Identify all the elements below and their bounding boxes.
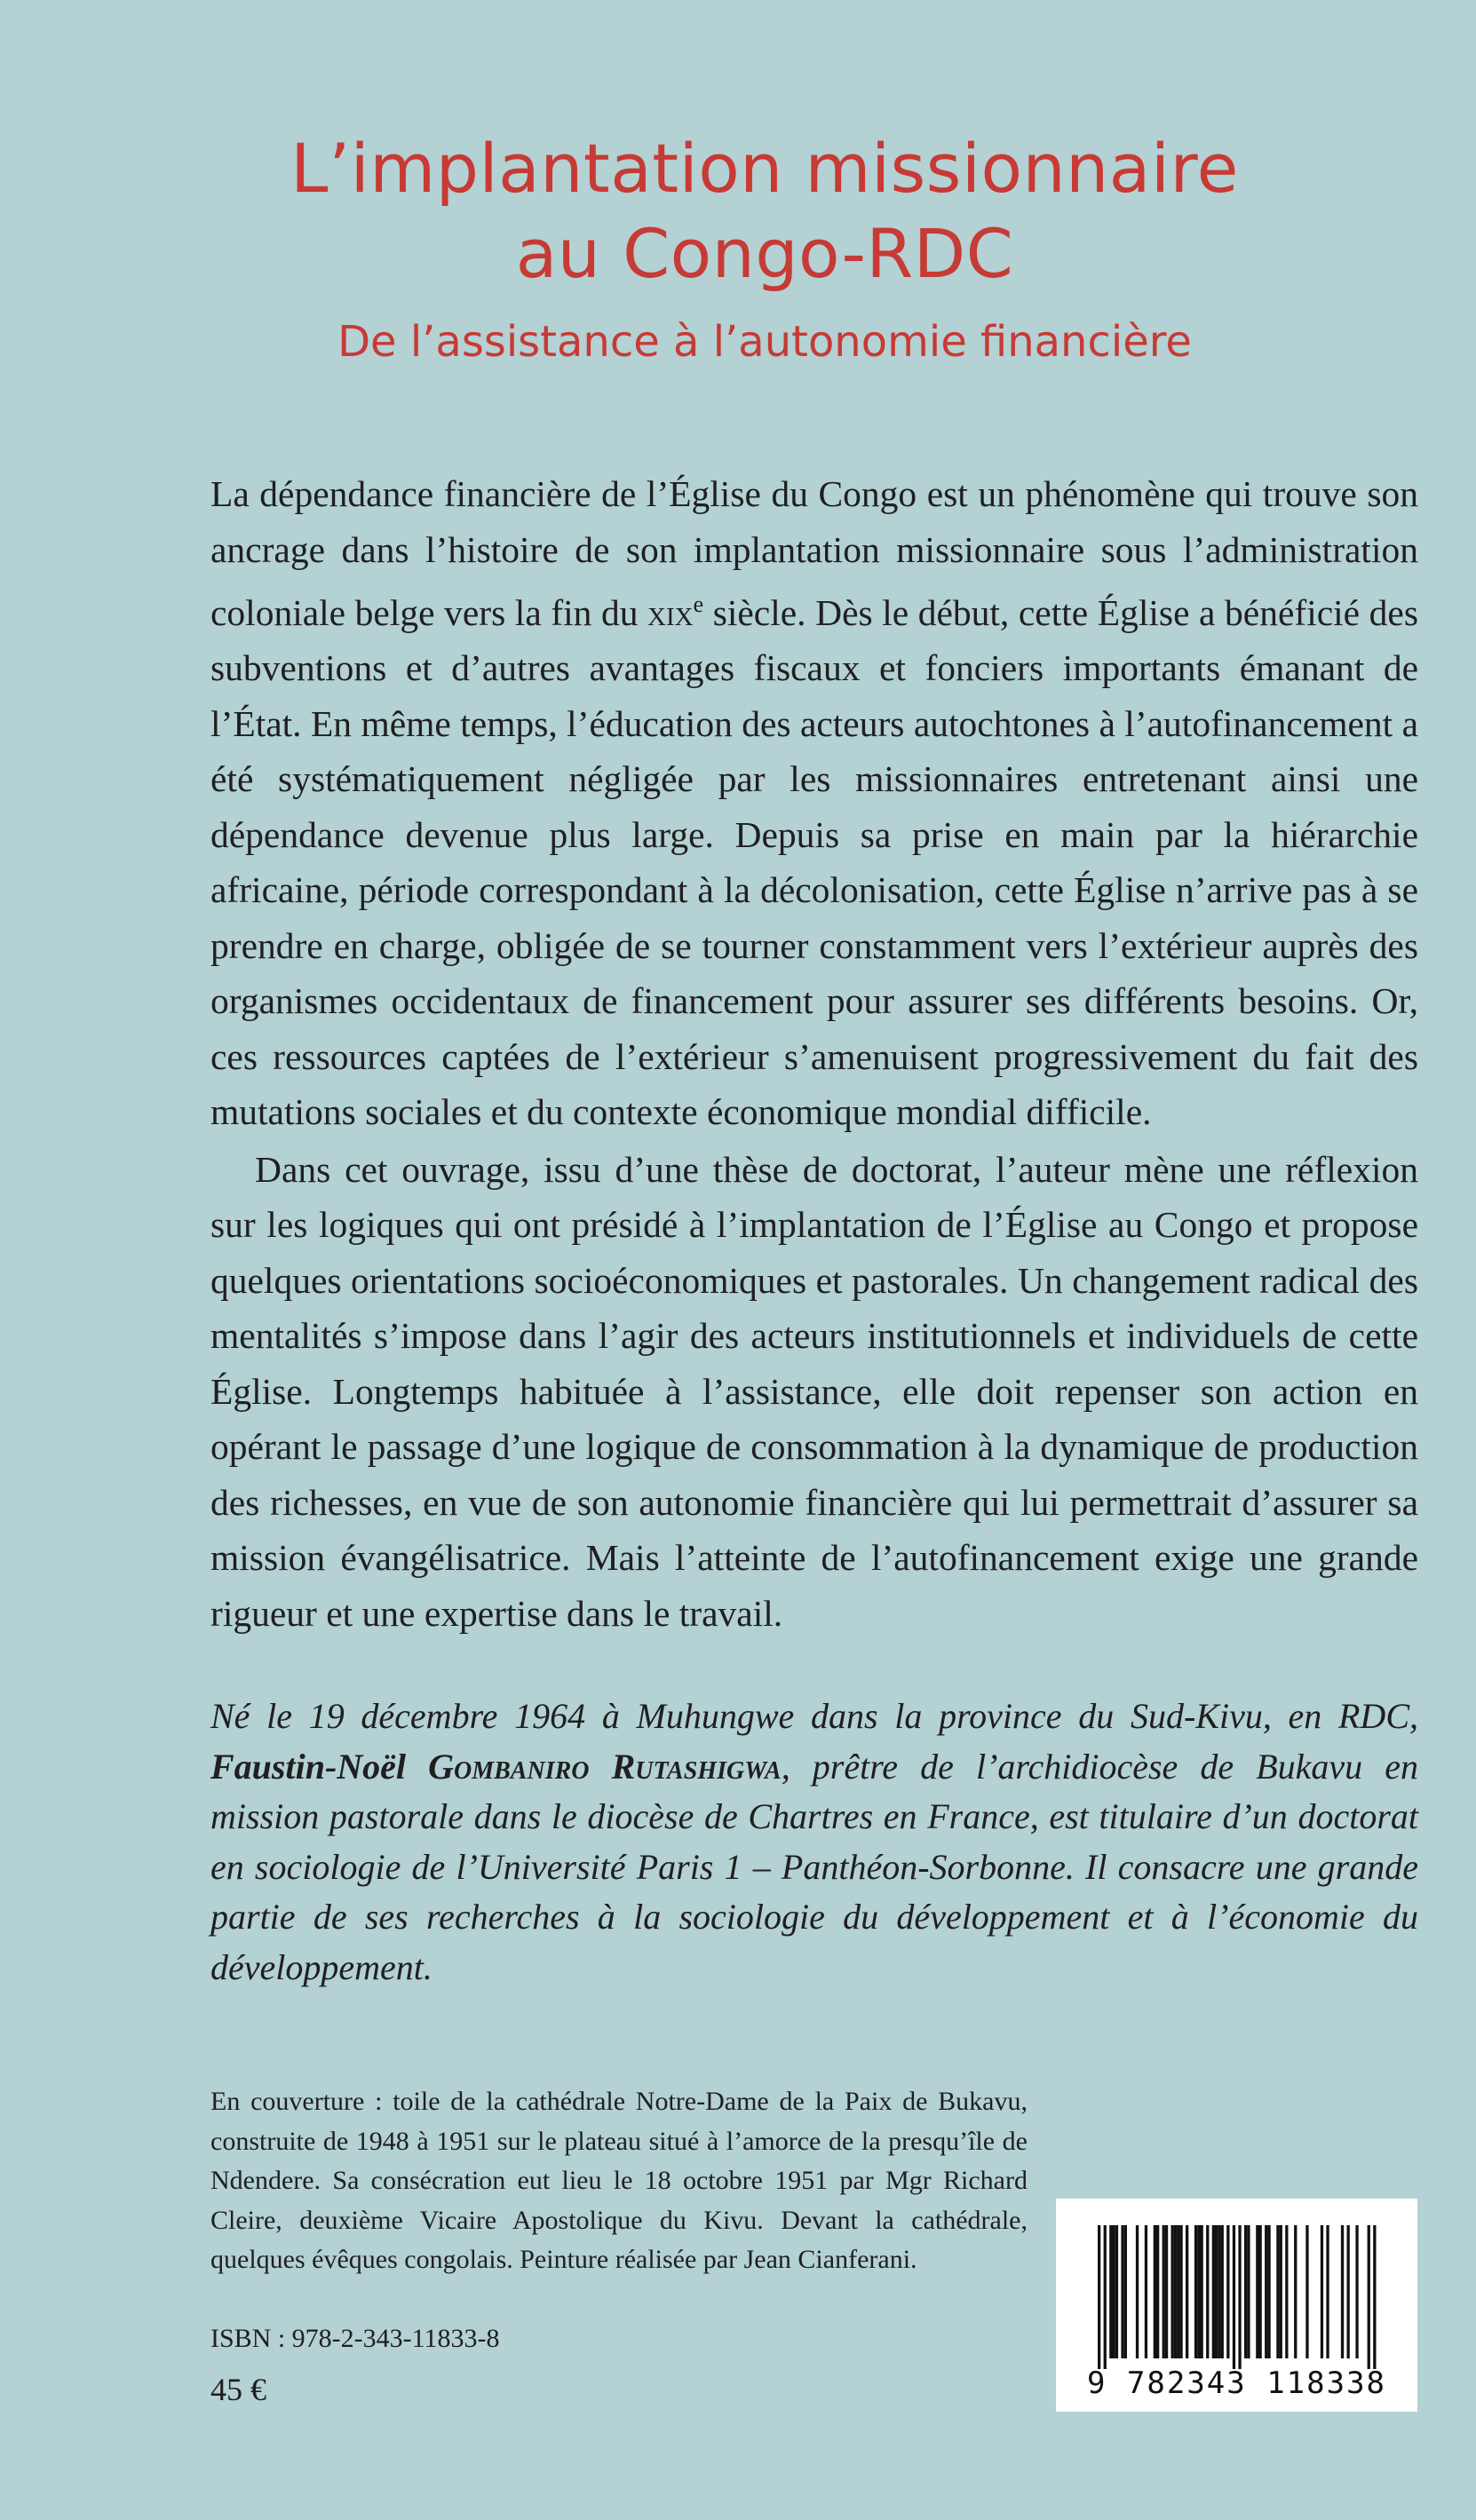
barcode-bar <box>1221 2225 1224 2358</box>
barcode-bar <box>1305 2225 1308 2358</box>
barcode-bar <box>1276 2225 1279 2358</box>
barcode-bar <box>1104 2225 1107 2369</box>
blurb-paragraph-2: Dans cet ouvrage, issu d’une thèse de doctorat, l’auteur mène une réflexion sur les logiques qui ont présidé à l’implantation de l’Église au Congo et propose quelques orientations socioéconomiques et pastorales. Un changement radical des mentalités s’impose dans l’agir des acteurs institutionnels et individuels de cette Église. Longtemps habituée à l’assistance, elle doit repenser son action en opérant le passage d’une logique de consommation à la dynamique de production des richesses, en vue de son autonomie financière qui lui permettrait d’assurer sa mission évangélisatrice. Mais l’atteinte de l’autofinancement exige une grande rigueur et une expertise dans le travail. <box>210 1148 1418 1634</box>
blurb <box>210 466 1418 1641</box>
barcode-bar <box>1177 2225 1179 2358</box>
blurb-paragraph-1: La dépendance financière de l’Église du Congo est un phénomène qui trouve son ancrage dans l’histoire de son implantation missionnaire sous l’administration coloniale belge vers la fin du xix$^e$ siècle. Dès le début, cette Église a bénéficié des subventions et d’autres avantages fiscaux et fonciers importants émanant de l’État. En même temps, l’éducation des acteurs autochtones à l’autofinancement a été systématiquement négligée par les missionnaires entretenant ainsi une dépendance devenue plus large. Depuis sa prise en main par la hiérarchie africaine, période correspondant à la décolonisation, cette Église n’arrive pas à se prendre en charge, obligée de se tourner constamment vers l’extérieur auprès des organismes occidentaux de financement pour assurer ses différents besoins. Or, ces ressources captées de l’extérieur s’amenuisent progressivement du fait des mutations sociales et du contexte économique mondial difficile. <box>210 473 1418 1133</box>
barcode-bar <box>1265 2225 1267 2358</box>
barcode-bar <box>1113 2225 1115 2358</box>
barcode-bar <box>1154 2225 1156 2358</box>
title-line-1: L’implantation missionnaire <box>290 129 1239 208</box>
barcode-bar <box>1267 2225 1270 2358</box>
century-superscript: e <box>693 591 704 617</box>
barcode-bar <box>1174 2225 1177 2358</box>
barcode-bar <box>1197 2225 1200 2358</box>
barcode-bar <box>1238 2225 1241 2369</box>
barcode-bar <box>1226 2225 1229 2358</box>
barcode-bar <box>1121 2225 1123 2358</box>
barcode-bar <box>1285 2225 1288 2358</box>
barcode-bar <box>1247 2225 1250 2358</box>
barcode-bar <box>1124 2225 1127 2358</box>
barcode-bar <box>1259 2225 1262 2358</box>
barcode-bar <box>1256 2225 1258 2358</box>
barcode-bar <box>1244 2225 1247 2358</box>
barcode-bar <box>1201 2225 1203 2358</box>
cover-credit: En couverture : toile de la cathédrale Notre-Dame de la Paix de Bukavu, construite de 1948 à 1951 sur le plateau situé à l’amorce de la presqu’île de Ndendere. Sa consécration eut lieu le 18 octobre 1951 par Mgr Richard Cleire, deuxième Vicaire Apostolique du Kivu. Devant la cathédrale, quelques évêques congolais. Peinture réalisée par Jean Cianferani. <box>210 2087 1028 2274</box>
barcode-bar <box>1165 2225 1168 2358</box>
book-subtitle: De l’assistance à l’autonomie financière <box>337 317 1192 367</box>
century-numeral: xix <box>647 591 694 633</box>
author-bio: Né le 19 décembre 1964 à Muhungwe dans la province du Sud-Kivu, en RDC, Faustin-Noël Gombaniro Rutashigwa, prêtre de l’archidiocèse de Bukavu en mission pastorale dans le diocèse de Chartres en France, est titulaire d’un doctorat en sociologie de l’Université Paris 1 – Panthéon-Sorbonne. Il consacre une grande partie de ses recherches à la sociologie du développement et à l’économie du développement. <box>210 1696 1419 1987</box>
barcode-bar <box>1355 2225 1358 2358</box>
barcode <box>1056 2199 1417 2412</box>
barcode-bar <box>1347 2225 1350 2358</box>
barcode-bar <box>1171 2225 1174 2358</box>
price: 45 € <box>210 2372 266 2407</box>
barcode-bar <box>1294 2225 1297 2358</box>
barcode-bar <box>1115 2225 1118 2358</box>
barcode-bar <box>1156 2225 1159 2358</box>
author-name: Faustin-Noël Gombaniro Rutashigwa <box>210 1746 782 1787</box>
barcode-bar <box>1109 2225 1112 2358</box>
book-title <box>0 126 1476 297</box>
barcode-bar <box>1186 2225 1188 2358</box>
barcode-bar <box>1194 2225 1197 2358</box>
barcode-bar <box>1145 2225 1147 2358</box>
isbn: ISBN : 978-2-343-11833-8 <box>210 2324 500 2353</box>
barcode-bar <box>1233 2225 1235 2369</box>
title-line-2: au Congo-RDC <box>515 214 1014 293</box>
barcode-bar <box>1373 2225 1376 2369</box>
barcode-bar <box>1280 2225 1282 2358</box>
barcode-bar <box>1321 2225 1323 2358</box>
barcode-bar <box>1163 2225 1165 2358</box>
barcode-digits: 9 782343 118338 <box>1086 2365 1387 2401</box>
barcode-bar <box>1179 2225 1182 2358</box>
barcode-bar <box>1215 2225 1218 2358</box>
barcode-bar <box>1212 2225 1215 2358</box>
barcode-bar <box>1136 2225 1139 2358</box>
barcode-bar <box>1218 2225 1220 2358</box>
barcode-bar <box>1206 2225 1209 2358</box>
barcode-bar <box>1368 2225 1370 2369</box>
barcode-bar <box>1098 2225 1100 2369</box>
barcode-bar <box>1341 2225 1344 2358</box>
barcode-bar <box>1326 2225 1329 2358</box>
